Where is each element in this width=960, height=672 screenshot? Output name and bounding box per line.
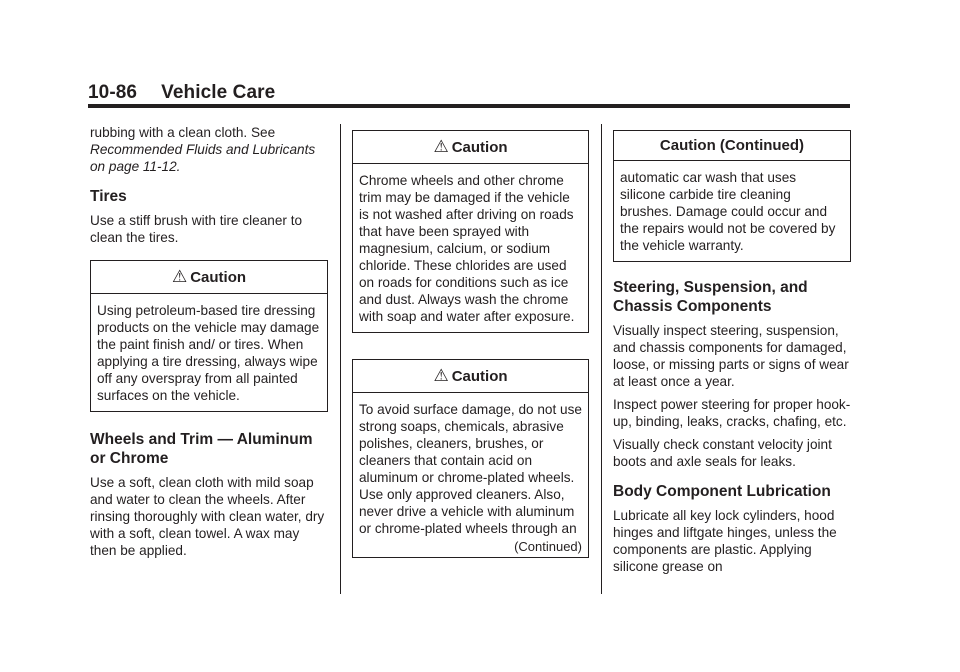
steering-paragraph: Visually inspect steering, suspension, and chassis components for damaged, loose, or missing parts or signs of wear at least once a year. bbox=[613, 323, 849, 389]
wheels-paragraph: Use a soft, clean cloth with mild soap and water to clean the wheels. After rinsing thoroughly with clean water, dry with a soft, clean towel. A wax may then be applied. bbox=[90, 475, 325, 558]
wheels-heading: Wheels and Trim — Aluminum or Chrome bbox=[90, 431, 313, 467]
warning-triangle-icon: ⚠ bbox=[433, 137, 449, 156]
caution-body bbox=[353, 393, 588, 557]
caution-title: Caution bbox=[451, 139, 508, 156]
body-lubrication-paragraph: Lubricate all key lock cylinders, hood hinges and liftgate hinges, unless the components are plastic. Applying silicone grease on bbox=[613, 508, 837, 574]
column-2 bbox=[352, 130, 589, 558]
caution-box bbox=[352, 130, 589, 333]
caution-box-continued bbox=[613, 130, 851, 262]
caution-header bbox=[353, 360, 588, 393]
caution-box bbox=[90, 260, 328, 412]
column-divider bbox=[340, 124, 341, 594]
caution-text: To avoid surface damage, do not use strong soaps, chemicals, abrasive polishes, cleaners, brushes, or cleaners that contain acid on aluminum or chrome-plated wheels. Use only approved cleaners. Also, never drive a vehicle with aluminum or chrome-plated wheels through an bbox=[359, 402, 582, 536]
intro-text: rubbing with a clean cloth. See bbox=[90, 125, 276, 140]
continued-label: (Continued) bbox=[514, 539, 582, 554]
page-number: 10-86 bbox=[88, 82, 138, 103]
caution-text: Using petroleum-based tire dressing products on the vehicle may damage the paint finish and/ or tires. When applying a tire dressing, always wipe off any overspray from all painted surfaces on the vehicle. bbox=[97, 303, 320, 403]
caution-box bbox=[352, 359, 589, 558]
caution-text: Chrome wheels and other chrome trim may be damaged if the vehicle is not washed after driving on roads that have been sprayed with magnesium, calcium, or sodium chloride. These chlorides are used on roads for conditions such as ice and dust. Always wash the chrome with soap and water after exposure. bbox=[359, 173, 575, 324]
caution-body bbox=[91, 294, 327, 411]
column-divider bbox=[601, 124, 602, 594]
caution-title: Caution bbox=[451, 368, 508, 385]
steering-paragraph: Visually check constant velocity joint boots and axle seals for leaks. bbox=[613, 437, 832, 469]
steering-paragraph: Inspect power steering for proper hook-up, binding, leaks, cracks, chafing, etc. bbox=[613, 397, 851, 429]
caution-header bbox=[353, 131, 588, 164]
section-title: Vehicle Care bbox=[161, 82, 276, 103]
column-1 bbox=[90, 124, 328, 565]
tires-paragraph: Use a stiff brush with tire cleaner to clean the tires. bbox=[90, 213, 303, 245]
warning-triangle-icon: ⚠ bbox=[171, 267, 188, 286]
cross-reference-link[interactable]: Recommended Fluids and Lubricants on page 11-12. bbox=[90, 142, 316, 174]
caution-text: automatic car wash that uses silicone carbide tire cleaning brushes. Damage could occur and the repairs would not be covered by the vehicle warranty. bbox=[620, 170, 836, 253]
caution-header bbox=[91, 261, 327, 294]
caution-title: Caution (Continued) bbox=[659, 137, 805, 154]
steering-heading: Steering, Suspension, and Chassis Components bbox=[613, 279, 808, 315]
tires-heading: Tires bbox=[90, 188, 127, 205]
page-header bbox=[88, 82, 275, 104]
column-3 bbox=[613, 130, 851, 581]
warning-triangle-icon: ⚠ bbox=[433, 366, 449, 385]
caution-title: Caution bbox=[190, 269, 247, 286]
intro-paragraph bbox=[90, 124, 328, 175]
body-lubrication-heading: Body Component Lubrication bbox=[613, 483, 831, 500]
caution-body bbox=[614, 161, 850, 261]
header-rule bbox=[88, 104, 850, 108]
caution-header bbox=[614, 131, 850, 161]
caution-body bbox=[353, 164, 588, 332]
